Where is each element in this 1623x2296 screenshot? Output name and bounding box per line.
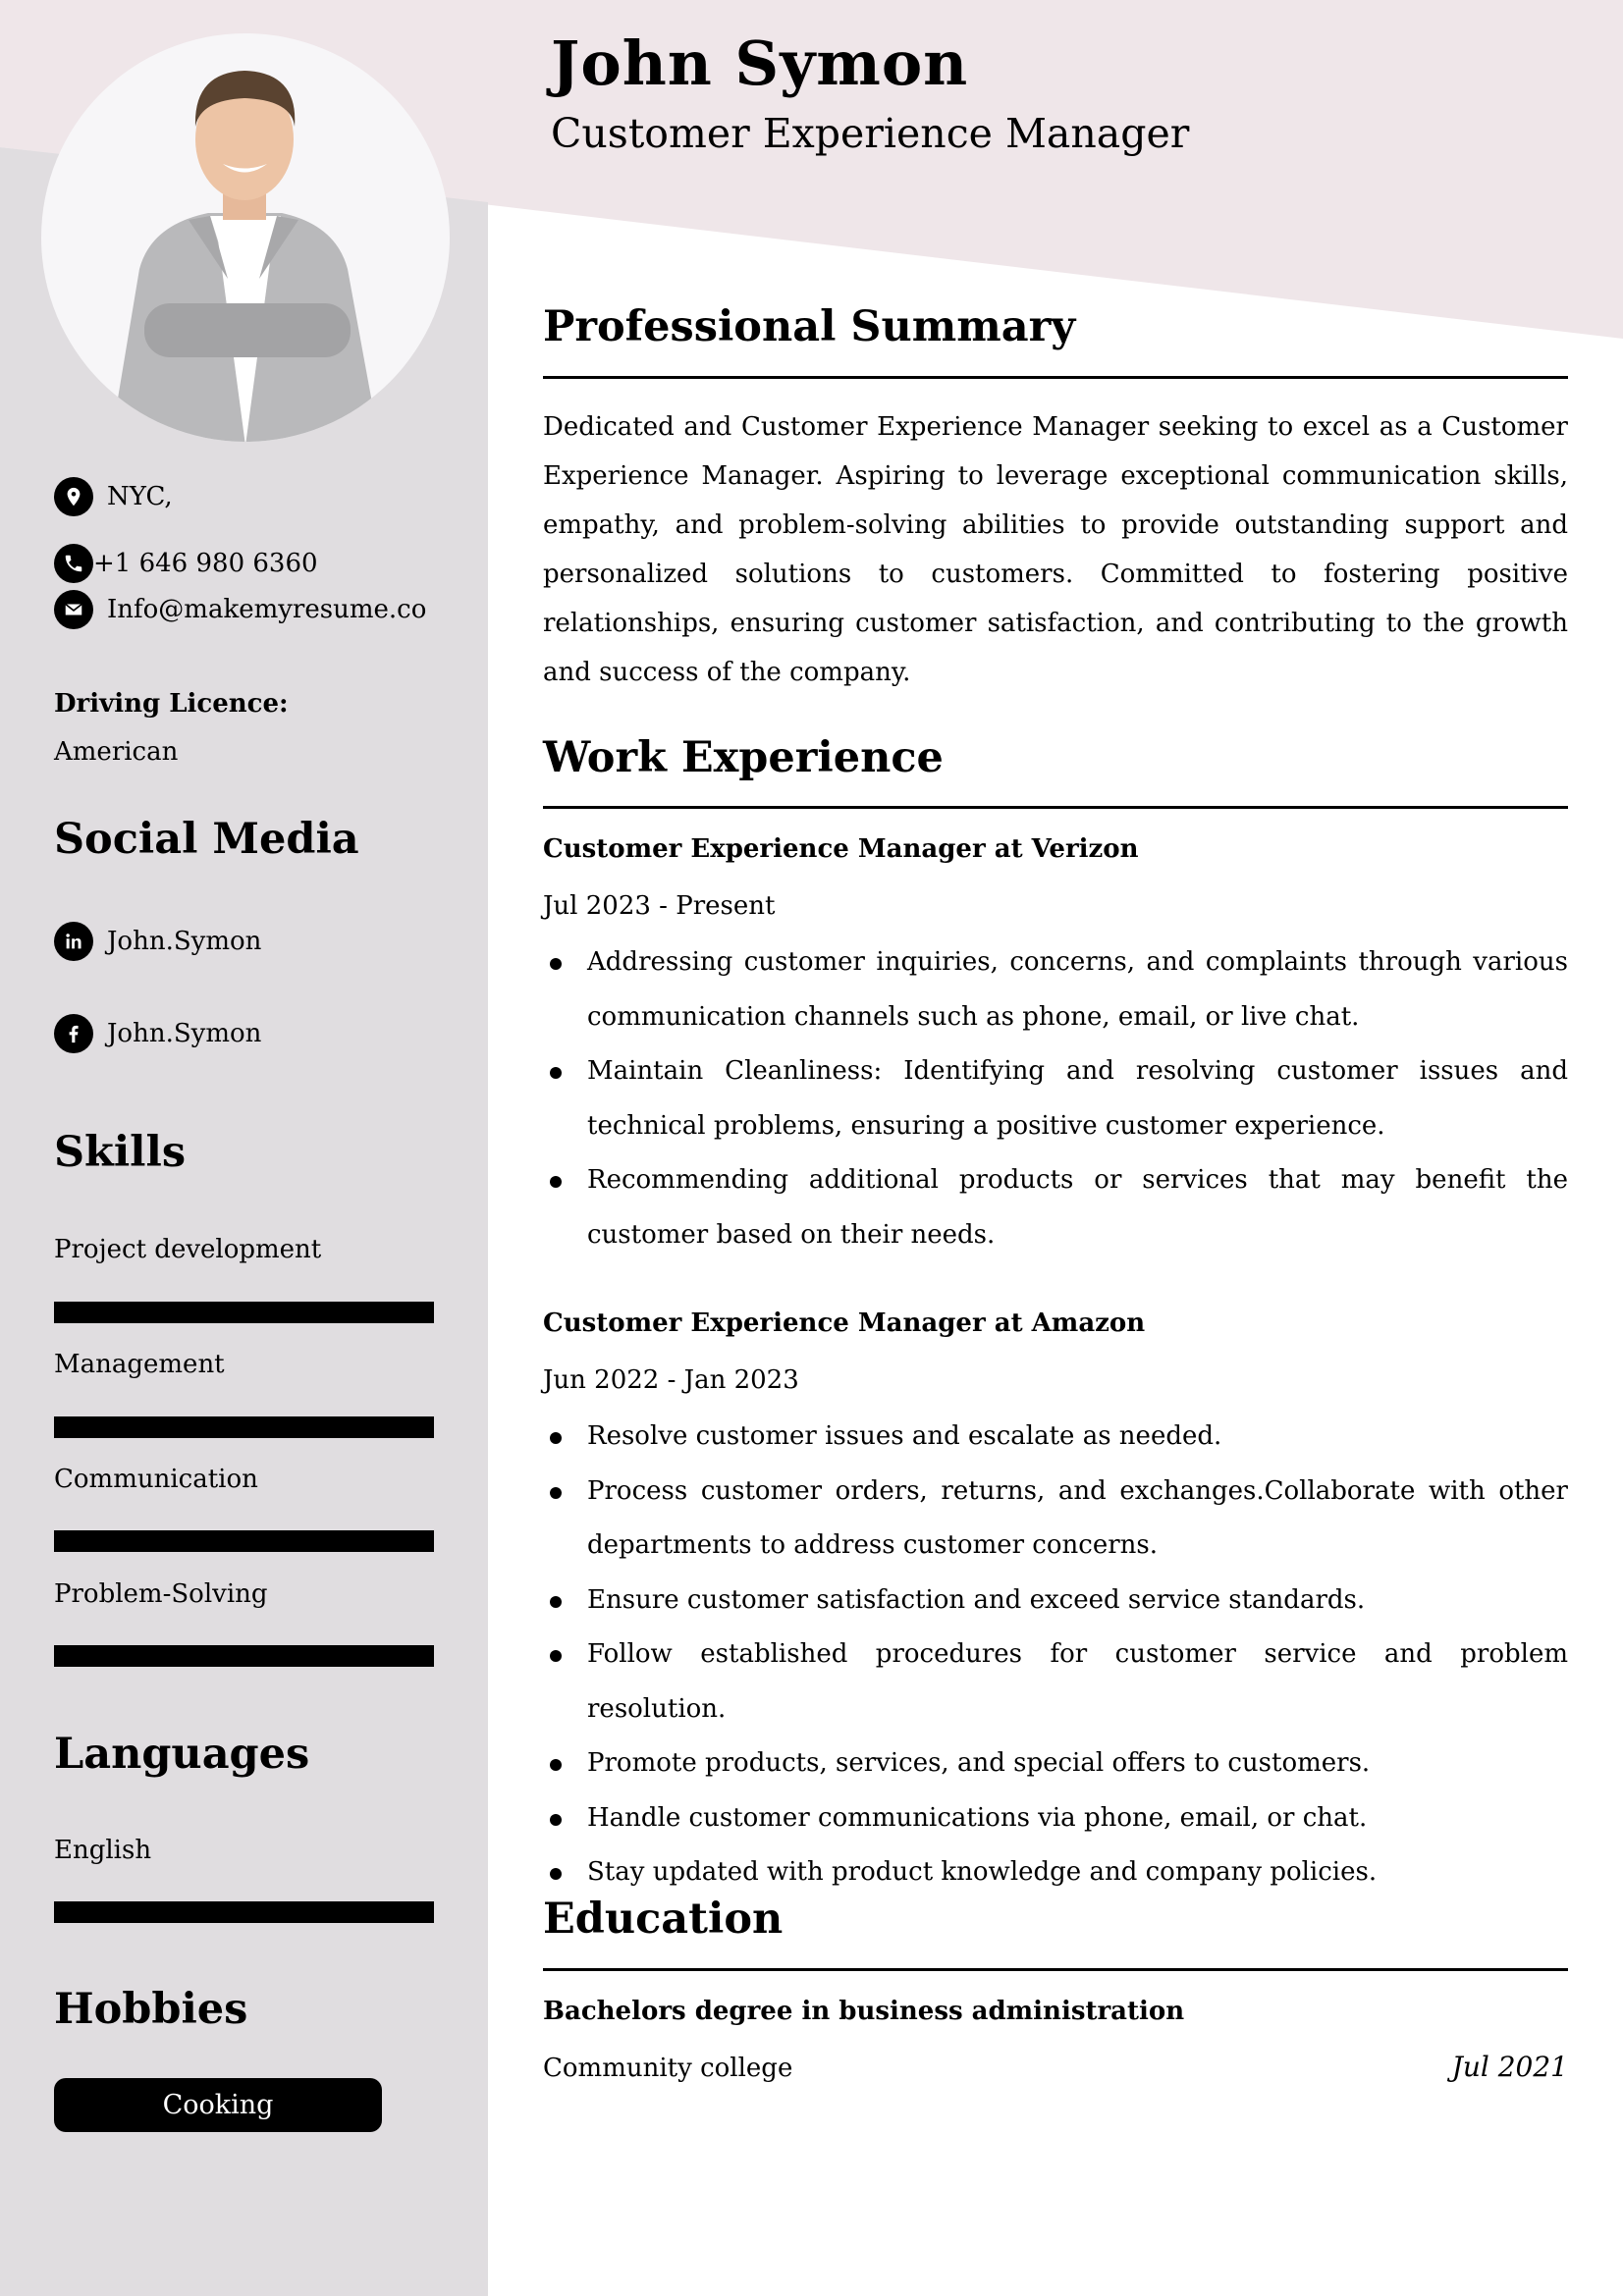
linkedin-icon	[54, 922, 93, 961]
candidate-role: Customer Experience Manager	[551, 110, 1190, 157]
skill-name: Communication	[54, 1465, 258, 1494]
job-bullet: Maintain Cleanliness: Identifying and resolving customer issues and technical problems, ensuring a positive customer experience.	[543, 1044, 1568, 1153]
job-bullet: Promote products, services, and special offers to customers.	[543, 1736, 1568, 1791]
job-title: Customer Experience Manager at Verizon	[543, 834, 1139, 864]
job-date: Jun 2022 - Jan 2023	[543, 1365, 799, 1395]
section-divider	[543, 806, 1568, 809]
driving-licence-value: American	[54, 737, 179, 767]
skill-level-bar	[54, 1530, 434, 1552]
driving-licence-label: Driving Licence:	[54, 689, 289, 719]
language-name: English	[54, 1836, 152, 1865]
job-bullet: Handle customer communications via phone, email, or chat.	[543, 1791, 1568, 1846]
job-bullet: Recommending additional products or services that may benefit the customer based on their needs.	[543, 1153, 1568, 1262]
skill-name: Management	[54, 1350, 225, 1379]
education-school: Community college	[543, 2054, 793, 2083]
phone-text[interactable]: +1 646 980 6360	[93, 549, 318, 578]
section-divider	[543, 376, 1568, 379]
job-bullet: Stay updated with product knowledge and company policies.	[543, 1845, 1568, 1900]
email-text[interactable]: Info@makemyresume.co	[107, 595, 427, 624]
map-pin-icon	[54, 477, 93, 516]
social-media-heading: Social Media	[54, 815, 359, 864]
job-bullet: Addressing customer inquiries, concerns, and complaints through various communication channels such as phone, email, or live chat.	[543, 935, 1568, 1044]
skills-heading: Skills	[54, 1128, 187, 1177]
hobbies-heading: Hobbies	[54, 1985, 248, 2034]
hobby-badge: Cooking	[54, 2078, 382, 2132]
language-level-bar	[54, 1901, 434, 1923]
social-item-linkedin[interactable]	[54, 922, 261, 961]
contact-location	[54, 477, 173, 516]
social-item-facebook[interactable]	[54, 1014, 261, 1053]
phone-icon	[54, 544, 93, 583]
languages-heading: Languages	[54, 1730, 310, 1779]
skill-level-bar	[54, 1645, 434, 1667]
contact-email[interactable]	[54, 590, 426, 629]
education-heading: Education	[543, 1895, 784, 1944]
envelope-icon	[54, 590, 93, 629]
facebook-icon	[54, 1014, 93, 1053]
summary-text: Dedicated and Customer Experience Manager seeking to excel as a Customer Experience Manager. Aspiring to leverage exceptional communication skills, empathy, and problem-solving abilities to provide outstanding support and personalized solutions to customers. Committed to fostering positive relationships, ensuring customer satisfaction, and contributing to the growth and success of the company.	[543, 412, 1568, 687]
job-bullet: Resolve customer issues and escalate as needed.	[543, 1410, 1568, 1465]
social-linkedin-label[interactable]: John.Symon	[107, 927, 262, 956]
job-bullets	[543, 1410, 1568, 1900]
job-title: Customer Experience Manager at Amazon	[543, 1308, 1146, 1338]
job-bullet: Ensure customer satisfaction and exceed service standards.	[543, 1574, 1568, 1629]
job-bullet: Follow established procedures for customer service and problem resolution.	[543, 1628, 1568, 1736]
job-date: Jul 2023 - Present	[543, 891, 776, 921]
location-text: NYC,	[107, 482, 173, 511]
social-facebook-label[interactable]: John.Symon	[107, 1019, 262, 1048]
section-divider	[543, 1968, 1568, 1971]
skill-name: Problem-Solving	[54, 1579, 268, 1609]
summary-heading: Professional Summary	[543, 302, 1076, 351]
candidate-name: John Symon	[551, 27, 969, 99]
skill-level-bar	[54, 1302, 434, 1323]
skill-name: Project development	[54, 1235, 322, 1264]
education-date: Jul 2021	[1451, 2051, 1568, 2083]
summary-block	[543, 402, 1568, 697]
education-degree: Bachelors degree in business administration	[543, 1997, 1185, 2026]
contact-phone[interactable]	[54, 544, 318, 583]
skill-level-bar	[54, 1416, 434, 1438]
job-bullet: Process customer orders, returns, and exchanges.Collaborate with other departments to address customer concerns.	[543, 1465, 1568, 1574]
job-bullets	[543, 935, 1568, 1262]
work-heading: Work Experience	[543, 733, 944, 782]
profile-photo	[41, 33, 450, 442]
